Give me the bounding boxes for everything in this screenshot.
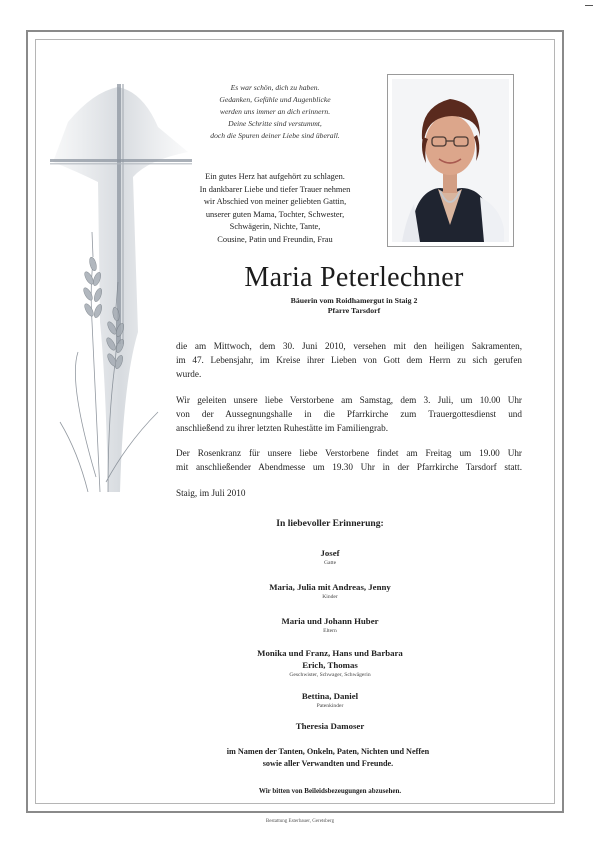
paragraph-line: Wir geleiten unsere liebe Verstorbene am Samstag, dem 3. Juli, um 10.00 Uhr — [176, 395, 522, 405]
mourner-group — [178, 615, 482, 635]
poem-line: werden uns immer an dich erinnern. — [219, 107, 331, 116]
mourners-heading: In liebevoller Erinnerung: — [276, 518, 384, 529]
portrait-photo — [392, 79, 509, 242]
paragraph-line: Der Rosenkranz für unsere liebe Verstorbene findet am Freitag um 19.00 Uhr — [176, 448, 522, 458]
intro-line: Ein gutes Herz hat aufgehört zu schlagen. — [205, 172, 345, 181]
poem-line: Gedanken, Gefühle und Augenblicke — [219, 95, 331, 104]
death-paragraph — [176, 339, 522, 381]
mourner-names: Maria, Julia mit Andreas, Jenny — [269, 582, 391, 592]
cross-icon — [50, 84, 192, 492]
funeral-home-credit: Bestattung Esterbauer, Geretsberg — [265, 819, 335, 824]
rosary-paragraph — [176, 446, 522, 474]
paragraph-line: im 47. Lebensjahr, im Kreise ihrer Lieben von Gott dem Herrn zu sich gerufen — [176, 355, 522, 365]
mourner-group — [178, 690, 482, 710]
occupation-line: Bäuerin vom Roidhamergut in Staig 2 — [290, 296, 418, 305]
mourner-names: Theresia Damoser — [295, 721, 365, 731]
mourner-relation: Eltern — [323, 628, 337, 634]
intro-line: wir Abschied von meiner geliebten Gattin, — [203, 197, 347, 207]
deceased-name: Maria Peterlechner — [244, 262, 464, 293]
closing-line: im Namen der Tanten, Onkeln, Paten, Nichten und Neffen — [226, 747, 430, 756]
mourner-names-continued: Erich, Thomas — [302, 660, 358, 670]
paragraph-line: anschließend zu ihrer letzten Ruhestätte im Familiengrab. — [176, 423, 389, 433]
portrait-photo-frame — [387, 74, 514, 247]
condolence-request: Wir bitten von Beileidsbezeugungen abzusehen. — [258, 787, 402, 795]
mourner-group — [178, 720, 482, 732]
mourner-names: Maria und Johann Huber — [281, 616, 379, 626]
poem-line: Deine Schritte sind verstummt, — [228, 119, 322, 128]
paragraph-line: von der Aussegnungshalle in die Pfarrkirche zum Trauergottesdienst und — [176, 409, 522, 419]
mourner-names: Monika und Franz, Hans und Barbara — [257, 648, 403, 658]
mourner-relation: Gatte — [323, 560, 337, 566]
corner-mark — [585, 5, 593, 6]
mourner-group — [178, 647, 482, 679]
poem-line: doch die Spuren deiner Liebe sind überall. — [210, 131, 340, 140]
poem — [190, 82, 360, 142]
intro-text — [170, 171, 380, 247]
intro-line: unserer guten Mama, Tochter, Schwester, — [205, 209, 345, 219]
parish-line: Pfarre Tarsdorf — [327, 306, 381, 315]
paragraph-line: mit anschließender Abendmesse um 19.30 Uhr in der Pfarrkirche Tarsdorf statt. — [176, 462, 522, 472]
closing-line: sowie aller Verwandten und Freunde. — [262, 758, 394, 768]
poem-line: Es war schön, dich zu haben. — [230, 83, 320, 92]
deceased-subtitle — [178, 296, 530, 316]
place-date: Staig, im Juli 2010 — [176, 488, 246, 498]
intro-line: Cousine, Patin und Freundin, Frau — [217, 234, 333, 244]
mourner-relation: Kinder — [322, 594, 338, 600]
paragraph-line: die am Mittwoch, dem 30. Juni 2010, versehen mit den heiligen Sakramenten, — [176, 341, 522, 351]
funeral-paragraph — [176, 393, 522, 435]
closing-lines — [160, 746, 496, 769]
mourner-group — [178, 581, 482, 601]
mourner-names: Bettina, Daniel — [301, 691, 359, 701]
mourner-group — [178, 547, 482, 567]
mourner-relation: Geschwister, Schwager, Schwägerin — [289, 672, 371, 678]
mourner-names: Josef — [320, 548, 340, 558]
intro-line: Schwägerin, Nichte, Tante, — [229, 222, 321, 232]
paragraph-line: wurde. — [176, 369, 202, 379]
mourner-relation: Patenkinder — [316, 703, 344, 709]
intro-line: In dankbarer Liebe und tiefer Trauer nehmen — [199, 184, 351, 194]
